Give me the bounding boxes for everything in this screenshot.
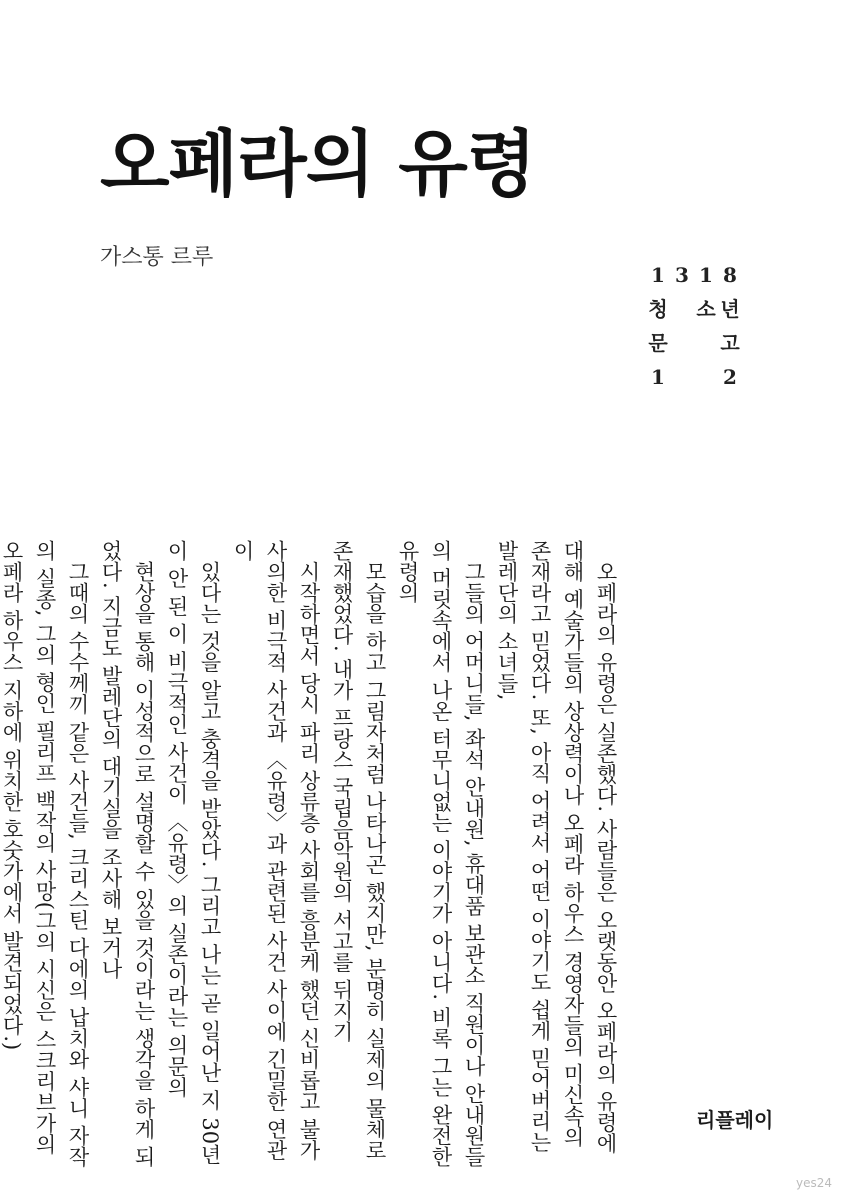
body-paragraph: 그때의 수수께끼 같은 사건들, 크리스틴 다에의 납치와 샤니 자작의 실종, 그의 형인 필리프 백작의 사망(그의 시신은 스크리브가의 오페라 하우스 지하에 위치한 호숫가에서 발견되었다.) [0,540,90,1168]
series-char [670,292,694,326]
series-char: 1 [651,263,665,287]
series-char: 1 [699,263,713,287]
series-char: 문 [648,331,668,355]
series-char [694,360,718,394]
watermark: yes24 [796,1176,833,1190]
series-row [646,292,742,326]
body-paragraph: 그들의 어머니들, 좌석 안내원, 휴대품 보관소 직원이나 안내원들의 머릿속에서 나온 터무니없는 이야기가 아니다. 비록 그는 완전한 유령의 [396,540,486,1168]
series-char [670,326,694,360]
series-char: 1 [651,365,665,389]
series-char: 2 [723,365,737,389]
series-char [694,326,718,360]
body-paragraph: 있다는 것을 알고 충격을 받았다. 그리고 나는 곧 일어난 지 30년이 안 된 이 비극적인 사건이 〈유령〉의 실존이라는 의문의 [165,540,222,1166]
series-char: 소 [696,297,716,321]
series-char [670,360,694,394]
series-char: 청 [648,297,668,321]
series-row [646,326,742,360]
body-paragraph: 모습을 하고 그림자처럼 나타나곤 했지만, 분명히 실제의 물체로 존재했었다. 내가 프랑스 국립음악원의 서고를 뒤지기 [330,540,387,1161]
series-row [646,258,742,292]
series-char: 8 [723,263,737,287]
vertical-body-text [0,540,622,1170]
author-name: 가스통 르루 [100,245,214,270]
body-paragraph: 현상을 통해 이성적으로 설명할 수 있을 것이라는 생각을 하게 되었다. 지금도 발레단의 대기실을 조사해 보거나 [99,540,156,1168]
series-row [646,360,742,394]
body-paragraph: 오페라의 유령은 실존했다. 사람들은 오랫동안 오페라의 유령에 대해 예술가들의 상상력이나 오페라 하우스 경영자들의 미신속의 존재라고 믿었다. 또, 아직 어려서 어떤 이야기도 쉽게 믿어버리는 발레단의 소녀들, [495,540,618,1154]
book-title: 오페라의 유령 [100,122,536,206]
series-char: 3 [675,263,689,287]
series-char: 년 [720,297,740,321]
publisher-logo: 리플레이 [696,1108,774,1132]
series-label [646,258,742,394]
series-char: 고 [720,331,740,355]
body-paragraph: 시작하면서 당시 파리 상류층 사회를 흥분케 했던 신비롭고 불가사의한 비극적 사건과 〈유령〉과 관련된 사건 사이에 긴밀한 연관이 [231,540,321,1161]
